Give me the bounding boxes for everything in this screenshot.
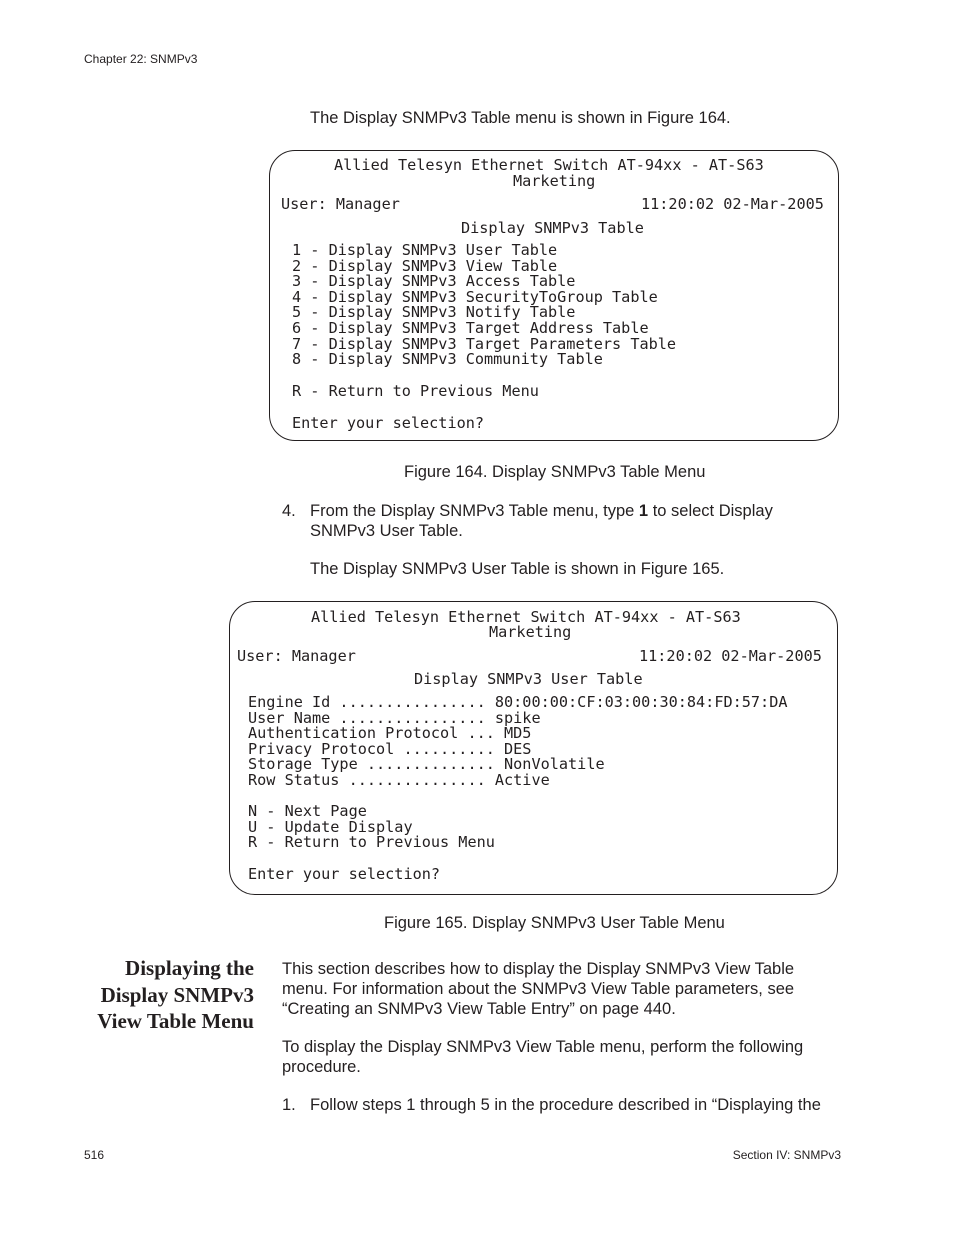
terminal-user: User: Manager	[281, 195, 400, 213]
terminal-menu-title: Display SNMPv3 Table	[461, 219, 644, 237]
user-field: Row Status ............... Active	[248, 770, 550, 789]
menu-item[interactable]: 6 - Display SNMPv3 Target Address Table	[292, 318, 649, 337]
paragraph-line: This section describes how to display the Display SNMPv3 View Table	[282, 960, 795, 978]
return-option[interactable]: R - Return to Previous Menu	[292, 382, 539, 400]
menu-item[interactable]: 5 - Display SNMPv3 Notify Table	[292, 303, 576, 322]
figure-165-caption: Figure 165. Display SNMPv3 User Table Menu	[384, 914, 725, 932]
heading-line: Display SNMPv3	[100, 982, 254, 1007]
section-paragraph-2	[282, 1037, 803, 1077]
menu-option[interactable]: U - Update Display	[248, 817, 413, 836]
intro-paragraph: The Display SNMPv3 Table menu is shown in Figure 164.	[310, 109, 731, 127]
step-text: From the Display SNMPv3 Table menu, type	[310, 502, 639, 520]
paragraph-line: To display the Display SNMPv3 View Table menu, perform the following	[282, 1038, 804, 1056]
menu-item[interactable]: 3 - Display SNMPv3 Access Table	[292, 272, 576, 291]
page-number: 516	[84, 1148, 105, 1162]
intro-paragraph: The Display SNMPv3 User Table is shown in Figure 165.	[310, 560, 725, 578]
terminal-title: Allied Telesyn Ethernet Switch AT-94xx - AT-S63	[311, 608, 741, 626]
menu-item[interactable]: 2 - Display SNMPv3 View Table	[292, 256, 558, 275]
step-key: 1	[638, 502, 649, 520]
selection-prompt[interactable]: Enter your selection?	[248, 865, 441, 883]
user-field: Authentication Protocol ... MD5	[248, 724, 532, 743]
menu-option[interactable]: N - Next Page	[248, 802, 367, 820]
user-field: Privacy Protocol .......... DES	[248, 739, 532, 758]
terminal-user: User: Manager	[237, 647, 356, 665]
section-paragraph-1	[282, 959, 794, 1019]
selection-prompt[interactable]: Enter your selection?	[292, 414, 485, 432]
paragraph-line: “Creating an SNMPv3 View Table Entry” on page 440.	[282, 1000, 676, 1018]
step-1-text: Follow steps 1 through 5 in the procedure described in “Displaying the	[310, 1096, 821, 1114]
option-list	[248, 804, 495, 851]
menu-option[interactable]: R - Return to Previous Menu	[248, 833, 495, 852]
terminal-subtitle: Marketing	[489, 623, 572, 641]
step-number: 1.	[282, 1096, 296, 1114]
user-field-list	[248, 695, 787, 789]
user-field: User Name ................ spike	[248, 708, 541, 727]
user-field: Storage Type .............. NonVolatile	[248, 755, 605, 774]
menu-item[interactable]: 7 - Display SNMPv3 Target Parameters Table	[292, 334, 677, 353]
running-header: Chapter 22: SNMPv3	[84, 52, 198, 66]
heading-line: Displaying the	[125, 956, 254, 980]
menu-item[interactable]: 1 - Display SNMPv3 User Table	[292, 241, 558, 259]
terminal-timestamp: 11:20:02 02-Mar-2005	[641, 195, 824, 213]
footer-section: Section IV: SNMPv3	[732, 1148, 841, 1162]
terminal-title: Allied Telesyn Ethernet Switch AT-94xx - AT-S63	[334, 156, 764, 174]
figure-165-terminal	[229, 601, 838, 895]
step-4-text	[310, 501, 773, 521]
menu-item[interactable]: 4 - Display SNMPv3 SecurityToGroup Table	[292, 287, 658, 306]
section-heading	[34, 955, 254, 1035]
paragraph-line: procedure.	[282, 1058, 361, 1076]
user-field: Engine Id ................ 80:00:00:CF:03:00:30:84:FD:57:DA	[248, 693, 788, 711]
heading-line: View Table Menu	[97, 1009, 254, 1033]
terminal-subtitle: Marketing	[513, 172, 596, 190]
step-text: to select Display	[648, 502, 773, 520]
paragraph-line: menu. For information about the SNMPv3 View Table parameters, see	[282, 980, 795, 998]
figure-164-caption: Figure 164. Display SNMPv3 Table Menu	[404, 463, 706, 481]
menu-item-list	[292, 243, 676, 368]
step-4-text-line2: SNMPv3 User Table.	[310, 522, 463, 540]
menu-item[interactable]: 8 - Display SNMPv3 Community Table	[292, 350, 603, 369]
terminal-timestamp: 11:20:02 02-Mar-2005	[639, 647, 822, 665]
step-number: 4.	[282, 502, 296, 520]
terminal-menu-title: Display SNMPv3 User Table	[414, 670, 643, 688]
figure-164-terminal	[269, 150, 839, 441]
